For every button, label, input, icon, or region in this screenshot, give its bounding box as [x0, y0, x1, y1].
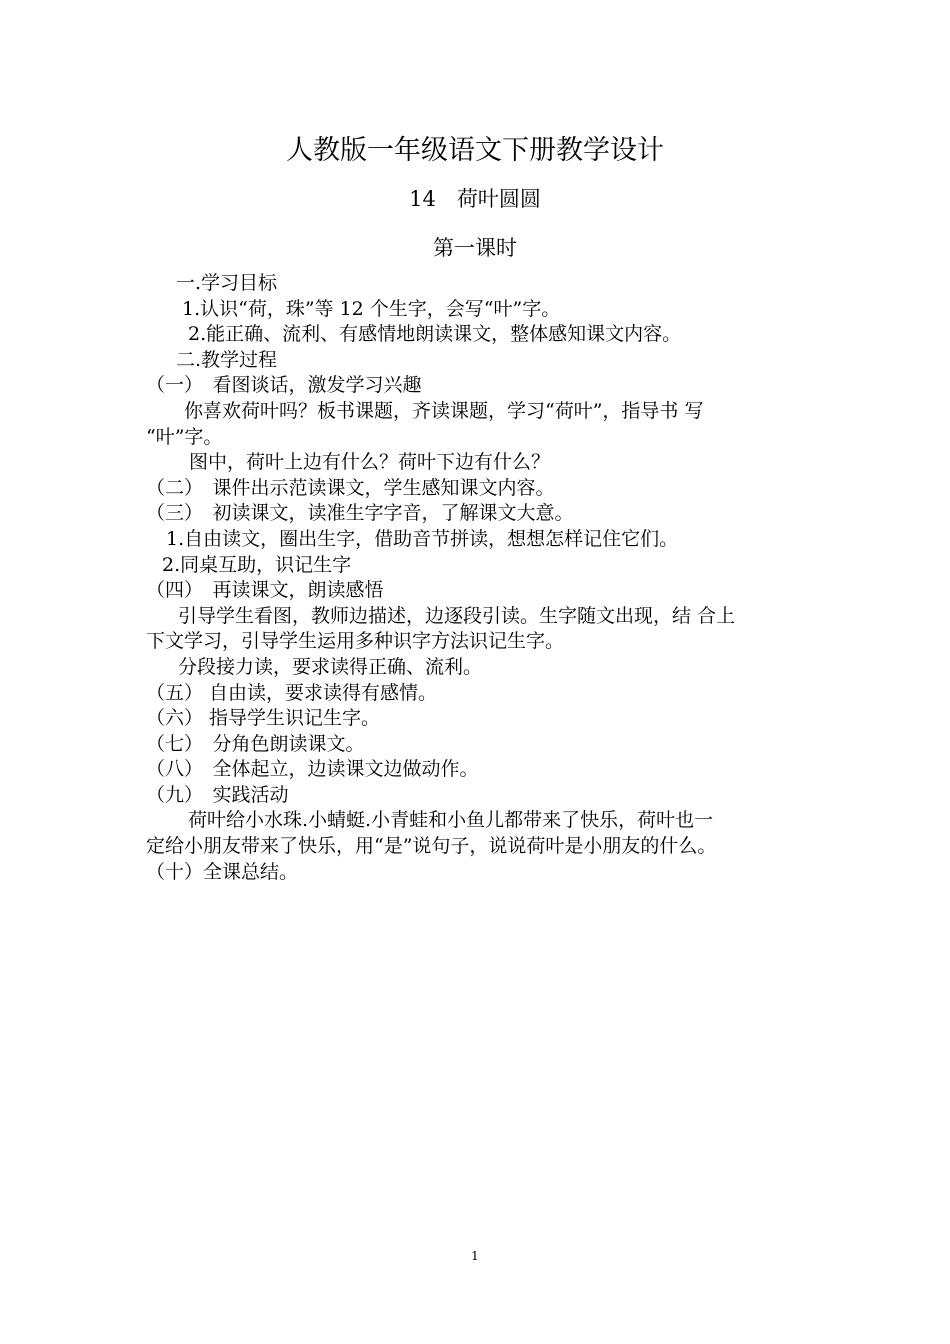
goal-item: 2.能正确、流利、有感情地朗读课文，整体感知课文内容。 [188, 323, 682, 346]
document-title: 人教版一年级语文下册教学设计 [286, 135, 664, 166]
step-heading: （四） 再读课文，朗读感悟 [146, 579, 384, 602]
lesson-title: 14 荷叶圆圆 [409, 187, 541, 211]
period-heading: 第一课时 [433, 236, 517, 260]
section-heading: 二.教学过程 [176, 348, 278, 371]
paragraph-line: 图中，荷叶上边有什么？荷叶下边有什么？ [189, 451, 551, 474]
section-heading: 一.学习目标 [176, 272, 278, 294]
step-heading: （二） 课件出示范读课文，学生感知课文内容。 [146, 476, 555, 499]
goal-item: 1.认识“荷，珠”等 12 个生字，会写“叶”字。 [182, 297, 561, 320]
paragraph-line: 引导学生看图，教师边描述，边逐段引读。生字随文出现，结 合上 [178, 604, 736, 627]
paragraph-line: 定给小朋友带来了快乐，用“是”说句子，说说荷叶是小朋友的什么。 [146, 835, 717, 858]
step-heading: （一） 看图谈话，激发学习兴趣 [146, 374, 422, 397]
paragraph-line: “叶”字。 [146, 425, 223, 448]
step-heading: （八） 全体起立，边读课文边做动作。 [146, 758, 479, 781]
step-item: 1.自由读文，圈出生字，借助音节拼读，想想怎样记住它们。 [166, 527, 679, 550]
paragraph-line: 荷叶给小水珠.小蜻蜓.小青蛙和小鱼儿都带来了快乐，荷叶也一 [188, 809, 714, 832]
step-heading: （五） 自由读，要求读得有感情。 [146, 681, 438, 704]
page-number: 1 [471, 1249, 479, 1263]
step-heading: （十）全课总结。 [146, 860, 299, 883]
paragraph-line: 分段接力读，要求读得正确、流利。 [178, 655, 483, 678]
paragraph-line: 你喜欢荷叶吗？板书课题，齐读课题，学习“荷叶”，指导书 写 [184, 399, 704, 422]
document-body [146, 271, 826, 885]
paragraph-line: 下文学习，引导学生运用多种识字方法识记生字。 [146, 630, 565, 653]
step-item: 2.同桌互助，识记生字 [162, 553, 352, 576]
step-heading: （三） 初读课文，读准生字字音，了解课文大意。 [146, 502, 574, 525]
step-heading: （九） 实践活动 [146, 783, 289, 806]
step-heading: （六） 指导学生识记生字。 [146, 707, 381, 730]
step-heading: （七） 分角色朗读课文。 [146, 732, 365, 755]
